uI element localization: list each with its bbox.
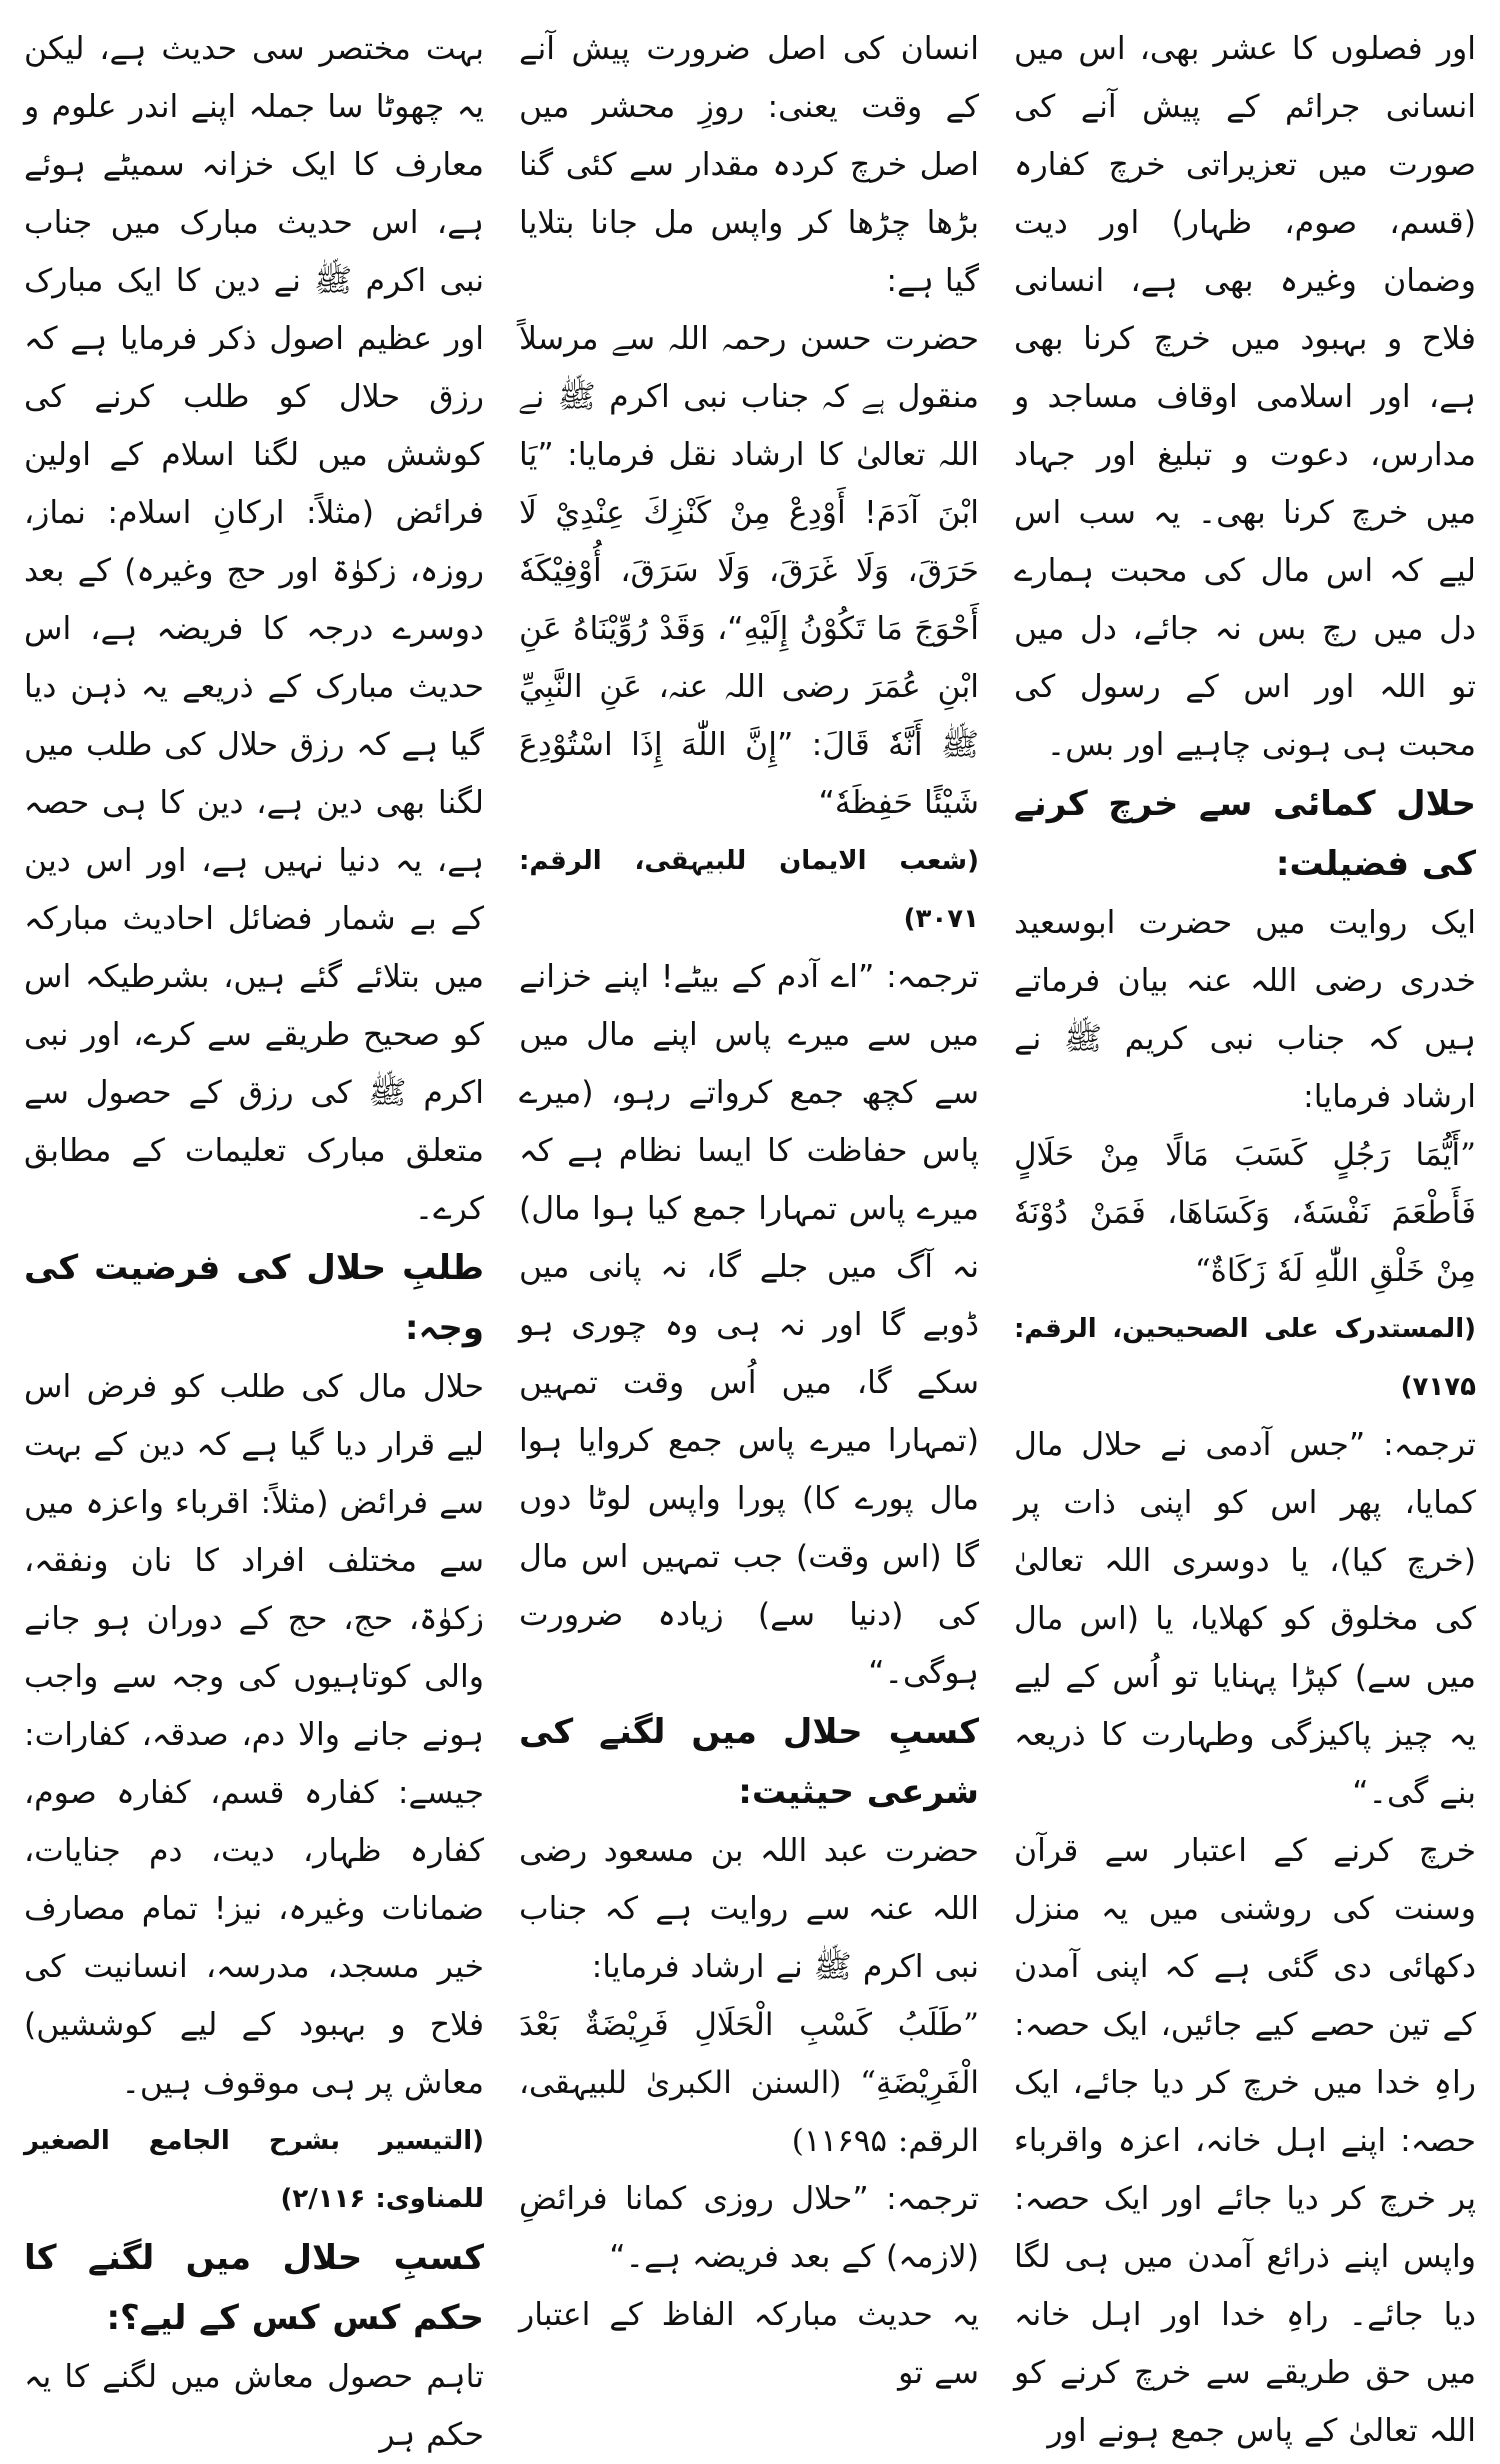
paragraph: تاہم حصول معاش میں لگنے کا یہ حکم ہر [24,2359,484,2453]
section-heading: طلبِ حلال کی فرضیت کی وجہ: [24,1248,484,1348]
reference-citation: (المستدرک علی الصحیحین، الرقم: ۷۱۷۵) [1014,1314,1476,1402]
reference-citation: (التیسیر بشرح الجامع الصغیر للمناوی: ۲/۱۱۶) [24,2126,484,2214]
paragraph: اور فصلوں کا عشر بھی، اس میں انسانی جرائم کے پیش آنے کی صورت میں تعزیراتی خرچ کفارہ (قسم، صوم، ظہار) اور دیت وضمان وغیرہ بھی ہے، انسانی فلاح و بہبود میں خرچ کرنا بھی ہے، اور اسلامی اوقاف مساجد و مدارس، دعوت و تبلیغ اور جہاد میں خرچ کرنا بھی۔ یہ سب اس لیے کہ اس مال کی محبت ہمارے دل میں رچ بس نہ جائے، دل میں تو اللہ اور اس کے رسول کی محبت ہی ہونی چاہیے اور بس۔ [1014,31,1476,763]
paragraph: حضرت عبد اللہ بن مسعود رضی اللہ عنہ سے روایت ہے کہ جناب نبی اکرم ﷺ نے ارشاد فرمایا: [519,1833,979,1985]
paragraph: انسان کی اصل ضرورت پیش آنے کے وقت یعنی: روزِ محشر میں اصل خرچ کردہ مقدار سے کئی گنا بڑھا چڑھا کر واپس مل جانا بتلایا گیا ہے: [519,31,979,299]
column-left [24,20,486,2453]
paragraph: حلال مال کی طلب کو فرض اس لیے قرار دیا گیا ہے کہ دین کے بہت سے فرائض (مثلاً: اقرباء واعزہ میں سے مختلف افراد کا نان ونفقہ، زکوٰۃ، حج، حج کے دوران ہو جانے والی کوتاہیوں کی وجہ سے واجب ہونے جانے والا دم، صدقہ، کفارات: جیسے: کفارہ قسم، کفارہ صوم، کفارہ ظہار، دیت، دم جنایات، ضمانات وغیرہ، نیز! تمام مصارف خیر مسجد، مدرسہ، انسانیت کی فلاح و بہبود کے لیے کوششیں) معاش پر ہی موقوف ہیں۔ [24,1369,484,2101]
column-middle [519,20,981,2391]
paragraph: ترجمہ: ”جس آدمی نے حلال مال کمایا، پھر اس کو اپنی ذات پر (خرچ کیا)، یا دوسری اللہ تعالیٰ کی مخلوق کو کھلایا، یا (اس مال میں سے) کپڑا پہنایا تو اُس کے لیے یہ چیز پاکیزگی وطہارت کا ذریعہ بنے گی۔“ [1014,1427,1476,1811]
paragraph: ترجمہ: ”حلال روزی کمانا فرائضِ (لازمہ) کے بعد فریضہ ہے۔“ [519,2181,979,2275]
paragraph: بہت مختصر سی حدیث ہے، لیکن یہ چھوٹا سا جملہ اپنے اندر علوم و معارف کا ایک خزانہ سمیٹے ہوئے ہے، اس حدیث مبارک میں جناب نبی اکرم ﷺ نے دین کا ایک مبارک اور عظیم اصول ذکر فرمایا ہے کہ رزق حلال کو طلب کرنے کی کوشش میں لگنا اسلام کے اولین فرائض (مثلاً: ارکانِ اسلام: نماز، روزہ، زکوٰۃ اور حج وغیرہ) کے بعد دوسرے درجہ کا فریضہ ہے، اس حدیث مبارک کے ذریعے یہ ذہن دیا گیا ہے کہ رزق حلال کی طلب میں لگنا بھی دین ہے، دین کا ہی حصہ ہے، یہ دنیا نہیں ہے، اور اس دین کے بے شمار فضائل احادیث مبارکہ میں بتلائے گئے ہیں، بشرطیکہ اس کو صحیح طریقے سے کرے، اور نبی اکرم ﷺ کی رزق کے حصول سے متعلق مبارک تعلیمات کے مطابق کرے۔ [24,31,484,1227]
paragraph: ایک روایت میں حضرت ابوسعید خدری رضی اللہ عنہ بیان فرماتے ہیں کہ جناب نبی کریم ﷺ نے ارشاد فرمایا: [1014,905,1476,1115]
paragraph: خرچ کرنے کے اعتبار سے قرآن وسنت کی روشنی میں یہ منزل دکھائی دی گئی ہے کہ اپنی آمدن کے تین حصے کیے جائیں، ایک حصہ: راہِ خدا میں خرچ کر دیا جائے، ایک حصہ: اپنے اہل خانہ، اعزہ واقرباء پر خرچ کر دیا جائے اور ایک حصہ: واپس اپنے ذرائع آمدن میں ہی لگا دیا جائے۔ راہِ خدا اور اہل خانہ میں حق طریقے سے خرچ کرنے کو اللہ تعالیٰ کے پاس جمع ہونے اور [1014,1833,1476,2449]
section-heading: کسبِ حلال میں لگنے کا حکم کس کس کے لیے؟: [24,2238,484,2338]
section-heading: کسبِ حلال میں لگنے کی شرعی حیثیت: [519,1712,979,1812]
paragraph: یہ حدیث مبارکہ الفاظ کے اعتبار سے تو [519,2297,979,2391]
reference-citation: (شعب الایمان للبیہقی، الرقم: ۳۰۷۱) [519,846,979,934]
arabic-quote: ”طَلَبُ كَسْبِ الْحَلَالِ فَرِيْضَةٌ بَعْدَ الْفَرِيْضَةِ“ (السنن الکبریٰ للبیہقی، الرقم: ۱۱۶۹۵) [519,2007,979,2159]
column-right [1014,20,1476,2449]
arabic-quote: ”أَيُّمَا رَجُلٍ كَسَبَ مَالًا مِنْ حَلَالٍ فَأَطْعَمَ نَفْسَهٗ، وَكَسَاهَا، فَمَنْ دُوْنَهٗ مِنْ خَلْقِ اللّٰهِ لَهٗ زَكَاةٌ“ [1014,1137,1476,1289]
paragraph: ترجمہ: ”اے آدم کے بیٹے! اپنے خزانے میں سے میرے پاس اپنے مال میں سے کچھ جمع کرواتے رہو، (میرے پاس حفاظت کا ایسا نظام ہے کہ میرے پاس تمہارا جمع کیا ہوا مال) نہ آگ میں جلے گا، نہ پانی میں ڈوبے گا اور نہ ہی وہ چوری ہو سکے گا، میں اُس وقت تمہیں (تمہارا میرے پاس جمع کروایا ہوا مال پورے کا) پورا واپس لوٹا دوں گا (اس وقت) جب تمہیں اس مال کی (دنیا سے) زیادہ ضرورت ہوگی۔“ [519,959,979,1691]
paragraph: حضرت حسن رحمہ اللہ سے مرسلاً منقول ہے کہ جناب نبی اکرم ﷺ نے اللہ تعالیٰ کا ارشاد نقل فرمایا: ”يَا ابْنَ آدَمَ! أَوْدِعْ مِنْ كَنْزِكَ عِنْدِيْ لَا حَرَقَ، وَلَا غَرَقَ، وَلَا سَرَقَ، أُوْفِيْكَهٗ أَحْوَجَ مَا تَكُوْنُ إِلَيْهِ“، وَقَدْ رُوِّيْنَاهُ عَنِ ابْنِ عُمَرَ رضی اللہ عنہ، عَنِ النَّبِيِّ ﷺ أَنَّهٗ قَالَ: ”إِنَّ اللّٰهَ إِذَا اسْتُوْدِعَ شَيْئًا حَفِظَهٗ“ [519,321,979,821]
section-heading: حلال کمائی سے خرچ کرنے کی فضیلت: [1014,784,1476,884]
